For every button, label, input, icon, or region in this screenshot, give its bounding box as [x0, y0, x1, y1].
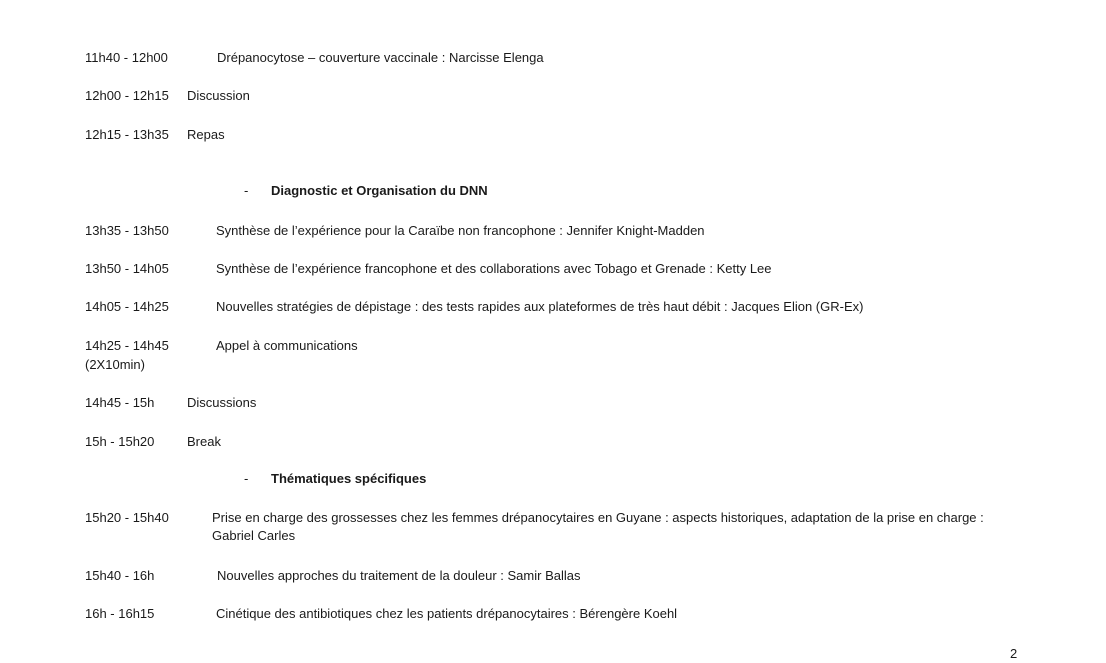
time-slot: 12h00 - 12h15 [85, 88, 169, 103]
agenda-item: Discussions [187, 395, 257, 410]
time-slot: 13h35 - 13h50 [85, 223, 169, 238]
time-slot: 14h05 - 14h25 [85, 299, 169, 314]
page-number: 2 [1010, 646, 1018, 661]
agenda-item: Synthèse de l’expérience francophone et des collaborations avec Tobago et Grenade : Ketty Lee [216, 261, 772, 276]
agenda-item: Appel à communications [216, 338, 358, 353]
agenda-item: Cinétique des antibiotiques chez les patients drépanocytaires : Bérengère Koehl [216, 606, 678, 621]
time-slot: 11h40 - 12h00 [85, 50, 168, 65]
time-slot: 15h40 - 16h [85, 568, 155, 583]
time-slot: 15h20 - 15h40 [85, 510, 169, 525]
section-bullet: - [244, 471, 249, 486]
section-bullet: - [244, 183, 249, 198]
agenda-item: Prise en charge des grossesses chez les femmes drépanocytaires en Guyane : aspects historiques, adaptation de la prise en charge : [212, 510, 984, 525]
time-note: (2X10min) [85, 357, 145, 372]
agenda-item: Drépanocytose – couverture vaccinale : Narcisse Elenga [217, 50, 544, 65]
agenda-item: Discussion [187, 88, 250, 103]
time-slot: 13h50 - 14h05 [85, 261, 169, 276]
agenda-item: Break [187, 434, 221, 449]
agenda-item: Repas [187, 127, 225, 142]
agenda-item: Synthèse de l’expérience pour la Caraïbe non francophone : Jennifer Knight-Madden [216, 223, 705, 238]
time-slot: 12h15 - 13h35 [85, 127, 169, 142]
agenda-item-continuation: Gabriel Carles [212, 528, 296, 543]
section-heading: Thématiques spécifiques [271, 471, 427, 486]
time-slot: 14h45 - 15h [85, 395, 155, 410]
agenda-item: Nouvelles stratégies de dépistage : des tests rapides aux plateformes de très haut débit : Jacques Elion (GR-Ex) [216, 299, 864, 314]
agenda-item: Nouvelles approches du traitement de la douleur : Samir Ballas [217, 568, 581, 583]
section-heading: Diagnostic et Organisation du DNN [271, 183, 488, 198]
time-slot: 16h - 16h15 [85, 606, 155, 621]
time-slot: 14h25 - 14h45 [85, 338, 169, 353]
time-slot: 15h - 15h20 [85, 434, 155, 449]
